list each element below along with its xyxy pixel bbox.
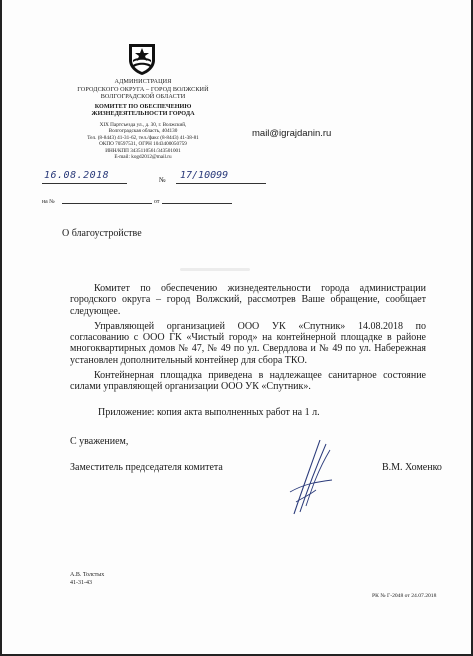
registration-note: РК № Г-2048 от 24.07.2018 <box>372 593 437 599</box>
scan-smudge <box>180 268 250 271</box>
org-name-line: ВОЛГОГРАДСКОЙ ОБЛАСТИ <box>100 93 186 101</box>
reference-line <box>42 196 232 206</box>
reference-number-underline <box>62 203 152 204</box>
letterhead <box>58 78 228 160</box>
address-line: Тел. (8-8443) 41-31-62, тел./факс (8-8443) 41-38-81 <box>87 134 199 141</box>
handwritten-date: 16.08.2018 <box>44 170 110 181</box>
committee-name-line: КОМИТЕТ ПО ОБЕСПЕЧЕНИЮ <box>94 102 192 110</box>
org-name-line: ГОРОДСКОГО ОКРУГА – ГОРОД ВОЛЖСКИЙ <box>77 85 209 93</box>
signer-name: В.М. Хоменко <box>382 462 442 473</box>
reference-date-label: от <box>154 199 160 205</box>
address-line: ОКПО 70597531, ОГРН 1043400050759 <box>99 141 187 148</box>
number-sign: № <box>159 176 166 184</box>
date-underline <box>42 183 127 184</box>
address-line: ИНН/КПП 3435110561/343501001 <box>105 147 181 154</box>
number-underline <box>176 183 266 184</box>
date-number-line <box>42 172 242 186</box>
recipient-email: mail@igrajdanin.ru <box>252 128 332 139</box>
body-paragraph: Комитет по обеспечению жизнедеятельности города администрации городского округа – город Волжский, рассмотрев Ваше обращение, сообщает следующее. <box>70 283 426 317</box>
address-line: XIX Партсъезда ул., д. 30, г. Волжский, <box>99 121 187 128</box>
attachment-note: Приложение: копия акта выполненных работ на 1 л. <box>98 407 320 418</box>
reference-number-label: на № <box>42 199 55 205</box>
body-paragraph: Управляющей организацией ООО УК «Спутник» 14.08.2018 по согласованию с ООО ГК «Чистый город» на контейнерной площадке в районе многоквартирных домов № 47, № 49 по ул. Свердлова и № 49 по ул. Набережная установлен дополнительный контейнер для сбора ТКО. <box>70 320 426 366</box>
letter-body <box>70 283 426 393</box>
signer-position: Заместитель председателя комитета <box>70 462 223 473</box>
committee-name-line: ЖИЗНЕДЕЯТЕЛЬНОСТИ ГОРОДА <box>91 110 195 118</box>
coat-of-arms-icon <box>127 40 157 76</box>
address-line: E-mail: kogd2012@mail.ru <box>114 154 172 160</box>
committee-name <box>58 103 228 118</box>
reference-date-underline <box>162 203 232 204</box>
executor-name: А.В. Толстых <box>70 572 105 578</box>
executor-phone: 41-31-43 <box>70 580 92 586</box>
handwritten-number: 17/10099 <box>180 170 229 181</box>
body-paragraph: Контейнерная площадка приведена в надлежащее санитарное состояние силами управляющей организации ООО УК «Спутник». <box>70 370 426 393</box>
executor-block <box>70 571 104 587</box>
address-line: Волгоградская область, 404130 <box>108 128 178 135</box>
closing-regards: С уважением, <box>70 436 129 447</box>
handwritten-signature-icon <box>286 436 336 516</box>
address-block <box>58 122 228 160</box>
letter-subject: О благоустройстве <box>62 228 142 239</box>
org-name-line: АДМИНИСТРАЦИЯ <box>114 78 172 85</box>
